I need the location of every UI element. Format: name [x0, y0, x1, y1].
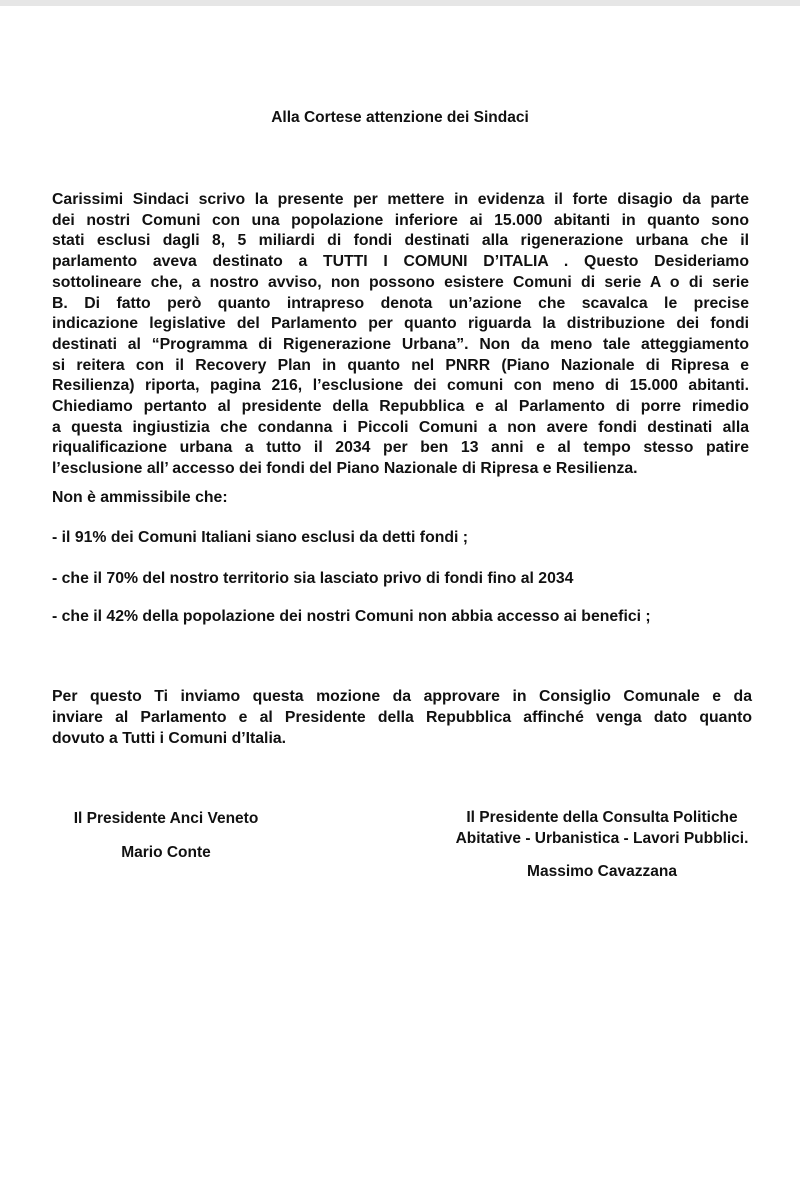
- body-line: Carissimi Sindaci scrivo la presente per mettere in evidenza il forte disagio da parte: [52, 191, 749, 208]
- body-line: indicazione legislative del Parlamento per quanto riguarda la distribuzione dei fondi: [52, 315, 749, 333]
- signature-left-name: Mario Conte: [121, 844, 211, 861]
- body-line: sottolineare che, a nostro avviso, non possono esistere Comuni di serie A o di serie: [52, 273, 749, 291]
- body-line: l’esclusione all’ accesso dei fondi del Piano Nazionale di Ripresa e Resilienza.: [52, 460, 638, 478]
- bullet-item: - il 91% dei Comuni Italiani siano esclusi da detti fondi ;: [52, 529, 469, 546]
- bullet-item: - che il 70% del nostro territorio sia lasciato privo di fondi fino al 2034: [52, 570, 574, 587]
- signature-right-role-line2: Abitative - Urbanistica - Lavori Pubblici.: [455, 830, 749, 847]
- closing-line: dovuto a Tutti i Comuni d’Italia.: [52, 730, 287, 747]
- signature-right-role-line1: Il Presidente della Consulta Politiche: [466, 809, 738, 826]
- closing-paragraph: [52, 686, 752, 749]
- body-line: destinati al “Programma di Rigenerazione Urbana”. Non da meno tale atteggiamento: [52, 335, 749, 353]
- body-line: Chiediamo pertanto al presidente della Repubblica e al Parlamento di porre rimedio: [52, 398, 749, 416]
- bullet-item: - che il 42% della popolazione dei nostri Comuni non abbia accesso ai benefici ;: [52, 608, 651, 625]
- body-line: parlamento aveva destinato a TUTTI I COMUNI D’ITALIA . Questo Desideriamo: [52, 253, 749, 271]
- signature-left-role: Il Presidente Anci Veneto: [73, 810, 259, 827]
- body-line: si reitera con il Recovery Plan in quanto nel PNRR (Piano Nazionale di Ripresa e: [52, 356, 749, 374]
- letter-body: [52, 190, 749, 480]
- body-line: dei nostri Comuni con una popolazione inferiore ai 15.000 abitanti in quanto sono: [52, 211, 749, 229]
- not-admissible-heading: Non è ammissibile che:: [52, 489, 228, 506]
- closing-line: Per questo Ti inviamo questa mozione da approvare in Consiglio Comunale e da: [52, 688, 752, 705]
- closing-line: inviare al Parlamento e al Presidente della Repubblica affinché venga dato quanto: [52, 709, 752, 726]
- body-line: B. Di fatto però quanto intrapreso denota un’azione che scavalca le precise: [52, 294, 749, 312]
- body-line: riqualificazione urbana a tutto il 2034 per ben 13 anni e al tempo stesso patire: [52, 439, 749, 457]
- body-line: a questa ingiustizia che condanna i Piccoli Comuni a non avere fondi destinati alla: [52, 418, 749, 436]
- signature-right-name: Massimo Cavazzana: [527, 863, 677, 880]
- body-line: stati esclusi dagli 8, 5 miliardi di fondi destinati alla rigenerazione urbana che il: [52, 232, 749, 250]
- body-line: Resilienza) riporta, pagina 216, l’esclusione dei comuni con meno di 15.000 abitanti.: [52, 377, 749, 395]
- letter-title: Alla Cortese attenzione dei Sindaci: [271, 109, 529, 126]
